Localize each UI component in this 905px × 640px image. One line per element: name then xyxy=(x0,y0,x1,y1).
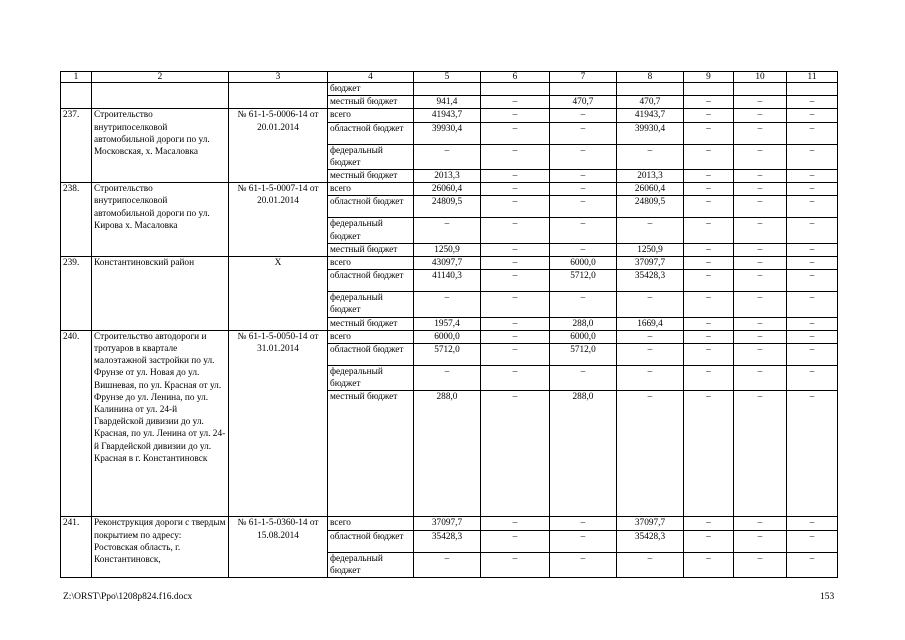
document-number: № 61-1-5-0050-14 от 31.01.2014 xyxy=(229,330,328,517)
value-cell: – xyxy=(481,391,550,517)
value-cell: 2013,3 xyxy=(414,170,481,183)
value-cell: – xyxy=(481,96,550,109)
header-cell: 3 xyxy=(229,72,328,83)
page-number: 153 xyxy=(820,592,835,602)
value-cell: – xyxy=(734,270,787,292)
value-cell: – xyxy=(481,257,550,270)
funding-source: областной бюджет xyxy=(328,530,414,552)
table-header xyxy=(61,72,838,83)
value-cell: 35428,3 xyxy=(617,270,684,292)
object-name: Реконструкция дороги с твердым покрытием по адресу: Ростовская область, г. Константиновск, xyxy=(92,517,229,578)
value-cell: 288,0 xyxy=(414,391,481,517)
value-cell: – xyxy=(734,517,787,530)
value-cell: 6000,0 xyxy=(550,330,617,343)
value-cell: – xyxy=(550,122,617,144)
header-cell: 4 xyxy=(328,72,414,83)
value-cell: – xyxy=(550,243,617,256)
value-cell: 37097,7 xyxy=(617,517,684,530)
value-cell: 41943,7 xyxy=(414,109,481,122)
value-cell: – xyxy=(550,530,617,552)
header-cell: 5 xyxy=(414,72,481,83)
value-cell: – xyxy=(481,292,550,317)
funding-source: местный бюджет xyxy=(328,243,414,256)
value-cell: – xyxy=(787,170,838,183)
value-cell xyxy=(550,83,617,96)
object-name: Константиновский район xyxy=(92,257,229,331)
header-cell: 9 xyxy=(684,72,734,83)
funding-source: федеральный бюджет xyxy=(328,144,414,169)
row-number: 240. xyxy=(61,330,92,517)
value-cell: – xyxy=(684,344,734,366)
value-cell: – xyxy=(481,530,550,552)
value-cell: – xyxy=(481,552,550,577)
value-cell: – xyxy=(734,391,787,517)
value-cell: – xyxy=(481,330,550,343)
value-cell: 6000,0 xyxy=(550,257,617,270)
value-cell: – xyxy=(550,183,617,196)
value-cell: – xyxy=(734,170,787,183)
value-cell: – xyxy=(481,366,550,391)
value-cell: – xyxy=(481,183,550,196)
value-cell: – xyxy=(684,96,734,109)
header-cell: 8 xyxy=(617,72,684,83)
value-cell: – xyxy=(787,330,838,343)
table-row xyxy=(61,109,838,122)
value-cell: – xyxy=(787,292,838,317)
row-number: 241. xyxy=(61,517,92,578)
value-cell: – xyxy=(617,292,684,317)
value-cell: – xyxy=(684,122,734,144)
value-cell: – xyxy=(787,144,838,169)
value-cell: 470,7 xyxy=(617,96,684,109)
value-cell: – xyxy=(550,196,617,218)
funding-source: всего xyxy=(328,109,414,122)
funding-source: федеральный бюджет xyxy=(328,292,414,317)
value-cell: – xyxy=(684,366,734,391)
value-cell: 35428,3 xyxy=(414,530,481,552)
funding-source: всего xyxy=(328,183,414,196)
row-number: 239. xyxy=(61,257,92,331)
value-cell: – xyxy=(787,344,838,366)
value-cell: – xyxy=(734,144,787,169)
value-cell xyxy=(734,83,787,96)
value-cell: – xyxy=(684,243,734,256)
value-cell: – xyxy=(481,109,550,122)
value-cell: – xyxy=(734,243,787,256)
file-path: Z:\ORST\Ppo\1208p824.f16.docx xyxy=(63,592,193,602)
value-cell: – xyxy=(734,530,787,552)
object-name xyxy=(92,83,229,109)
value-cell: – xyxy=(734,344,787,366)
header-cell: 7 xyxy=(550,72,617,83)
value-cell: 24809,5 xyxy=(617,196,684,218)
value-cell: 24809,5 xyxy=(414,196,481,218)
value-cell: 288,0 xyxy=(550,317,617,330)
document-number: № 61-1-5-0360-14 от 15.08.2014 xyxy=(229,517,328,578)
table-row xyxy=(61,257,838,270)
value-cell: 1250,9 xyxy=(414,243,481,256)
value-cell: – xyxy=(787,530,838,552)
value-cell: 5712,0 xyxy=(414,344,481,366)
value-cell: – xyxy=(414,552,481,577)
value-cell: 1957,4 xyxy=(414,317,481,330)
table-row xyxy=(61,83,838,96)
value-cell: – xyxy=(617,366,684,391)
value-cell: 470,7 xyxy=(550,96,617,109)
document-number xyxy=(229,83,328,109)
value-cell: – xyxy=(550,517,617,530)
value-cell xyxy=(617,83,684,96)
funding-source: всего xyxy=(328,517,414,530)
table-row xyxy=(61,330,838,343)
funding-source: областной бюджет xyxy=(328,270,414,292)
value-cell: – xyxy=(684,317,734,330)
value-cell: – xyxy=(734,552,787,577)
value-cell: – xyxy=(787,218,838,243)
value-cell: – xyxy=(414,218,481,243)
header-cell: 10 xyxy=(734,72,787,83)
value-cell xyxy=(787,83,838,96)
value-cell: – xyxy=(550,292,617,317)
header-row xyxy=(61,72,838,83)
object-name: Строительство внутрипоселковой автомобильной дороги по ул. Кирова х. Масаловка xyxy=(92,183,229,257)
value-cell: – xyxy=(617,144,684,169)
header-cell: 6 xyxy=(481,72,550,83)
value-cell: – xyxy=(550,552,617,577)
funding-source: федеральный бюджет xyxy=(328,552,414,577)
value-cell: – xyxy=(787,317,838,330)
funding-source: всего xyxy=(328,257,414,270)
value-cell: – xyxy=(787,257,838,270)
value-cell: – xyxy=(734,109,787,122)
value-cell: – xyxy=(734,196,787,218)
value-cell: – xyxy=(787,243,838,256)
value-cell: – xyxy=(617,330,684,343)
value-cell: – xyxy=(734,96,787,109)
object-name: Строительство автодороги и тротуаров в квартале малоэтажной застройки по ул. Фрунзе от ул. Новая до ул. Вишневая, по ул. Красная от ул. Фрунзе до ул. Ленина, по ул. Калинина от ул. 24-й Гвардейской дивизии до ул. Красная, по ул. Ленина от ул. 24-й Гвардейской дивизии до ул. Красная в г. Константиновск xyxy=(92,330,229,517)
value-cell: 5712,0 xyxy=(550,270,617,292)
value-cell: – xyxy=(734,292,787,317)
value-cell: 26060,4 xyxy=(414,183,481,196)
value-cell: – xyxy=(684,530,734,552)
table-body xyxy=(61,83,838,578)
value-cell: – xyxy=(684,270,734,292)
value-cell: – xyxy=(684,391,734,517)
value-cell: 26060,4 xyxy=(617,183,684,196)
value-cell: – xyxy=(734,183,787,196)
value-cell: – xyxy=(481,218,550,243)
value-cell: 37097,7 xyxy=(617,257,684,270)
value-cell: 1250,9 xyxy=(617,243,684,256)
value-cell: – xyxy=(481,270,550,292)
value-cell: – xyxy=(684,144,734,169)
document-number: Х xyxy=(229,257,328,331)
value-cell: – xyxy=(617,552,684,577)
value-cell xyxy=(481,83,550,96)
value-cell: 41943,7 xyxy=(617,109,684,122)
funding-source: областной бюджет xyxy=(328,196,414,218)
header-cell: 1 xyxy=(61,72,92,83)
document-number: № 61-1-5-0007-14 от 20.01.2014 xyxy=(229,183,328,257)
value-cell: – xyxy=(481,196,550,218)
value-cell: 6000,0 xyxy=(414,330,481,343)
funding-source: областной бюджет xyxy=(328,122,414,144)
value-cell: 37097,7 xyxy=(414,517,481,530)
funding-source: местный бюджет xyxy=(328,96,414,109)
value-cell: – xyxy=(787,196,838,218)
value-cell: – xyxy=(734,317,787,330)
value-cell: – xyxy=(684,183,734,196)
value-cell: – xyxy=(787,270,838,292)
value-cell: – xyxy=(787,366,838,391)
value-cell: – xyxy=(684,218,734,243)
document-number: № 61-1-5-0006-14 от 20.01.2014 xyxy=(229,109,328,183)
funding-source: федеральный бюджет xyxy=(328,218,414,243)
value-cell: 1669,4 xyxy=(617,317,684,330)
value-cell: – xyxy=(617,391,684,517)
value-cell: – xyxy=(617,218,684,243)
value-cell: – xyxy=(787,517,838,530)
header-cell: 2 xyxy=(92,72,229,83)
row-number: 237. xyxy=(61,109,92,183)
value-cell: – xyxy=(550,109,617,122)
value-cell: – xyxy=(481,243,550,256)
value-cell: – xyxy=(787,552,838,577)
funding-source: местный бюджет xyxy=(328,391,414,517)
value-cell: – xyxy=(684,517,734,530)
table-row xyxy=(61,183,838,196)
funding-source: бюджет xyxy=(328,83,414,96)
header-cell: 11 xyxy=(787,72,838,83)
value-cell: – xyxy=(734,257,787,270)
value-cell: 35428,3 xyxy=(617,530,684,552)
value-cell: – xyxy=(550,144,617,169)
value-cell: – xyxy=(414,366,481,391)
value-cell xyxy=(684,83,734,96)
funding-source: местный бюджет xyxy=(328,170,414,183)
value-cell: – xyxy=(787,109,838,122)
value-cell: – xyxy=(684,196,734,218)
value-cell: – xyxy=(787,122,838,144)
value-cell: 2013,3 xyxy=(617,170,684,183)
value-cell: – xyxy=(734,330,787,343)
value-cell: – xyxy=(684,170,734,183)
funding-source: всего xyxy=(328,330,414,343)
value-cell: 39930,4 xyxy=(617,122,684,144)
row-number: 238. xyxy=(61,183,92,257)
value-cell xyxy=(414,83,481,96)
value-cell: – xyxy=(414,292,481,317)
value-cell: 43097,7 xyxy=(414,257,481,270)
funding-source: местный бюджет xyxy=(328,317,414,330)
value-cell: 288,0 xyxy=(550,391,617,517)
data-table xyxy=(60,71,838,578)
value-cell: – xyxy=(787,391,838,517)
value-cell: – xyxy=(787,96,838,109)
value-cell: – xyxy=(787,183,838,196)
value-cell: – xyxy=(684,257,734,270)
funding-source: областной бюджет xyxy=(328,344,414,366)
value-cell: – xyxy=(684,330,734,343)
value-cell: 941,4 xyxy=(414,96,481,109)
value-cell: – xyxy=(550,366,617,391)
value-cell: – xyxy=(684,109,734,122)
object-name: Строительство внутрипоселковой автомобильной дороги по ул. Московская, х. Масаловка xyxy=(92,109,229,183)
value-cell: – xyxy=(481,517,550,530)
value-cell: – xyxy=(684,292,734,317)
value-cell: – xyxy=(617,344,684,366)
value-cell: – xyxy=(734,218,787,243)
value-cell: – xyxy=(481,170,550,183)
value-cell: – xyxy=(734,366,787,391)
value-cell: 5712,0 xyxy=(550,344,617,366)
value-cell: – xyxy=(481,122,550,144)
value-cell: 39930,4 xyxy=(414,122,481,144)
value-cell: – xyxy=(414,144,481,169)
value-cell: – xyxy=(481,144,550,169)
row-number xyxy=(61,83,92,109)
value-cell: – xyxy=(684,552,734,577)
value-cell: 41140,3 xyxy=(414,270,481,292)
value-cell: – xyxy=(550,218,617,243)
value-cell: – xyxy=(481,344,550,366)
value-cell: – xyxy=(734,122,787,144)
value-cell: – xyxy=(481,317,550,330)
table-row xyxy=(61,517,838,530)
funding-source: федеральный бюджет xyxy=(328,366,414,391)
value-cell: – xyxy=(550,170,617,183)
